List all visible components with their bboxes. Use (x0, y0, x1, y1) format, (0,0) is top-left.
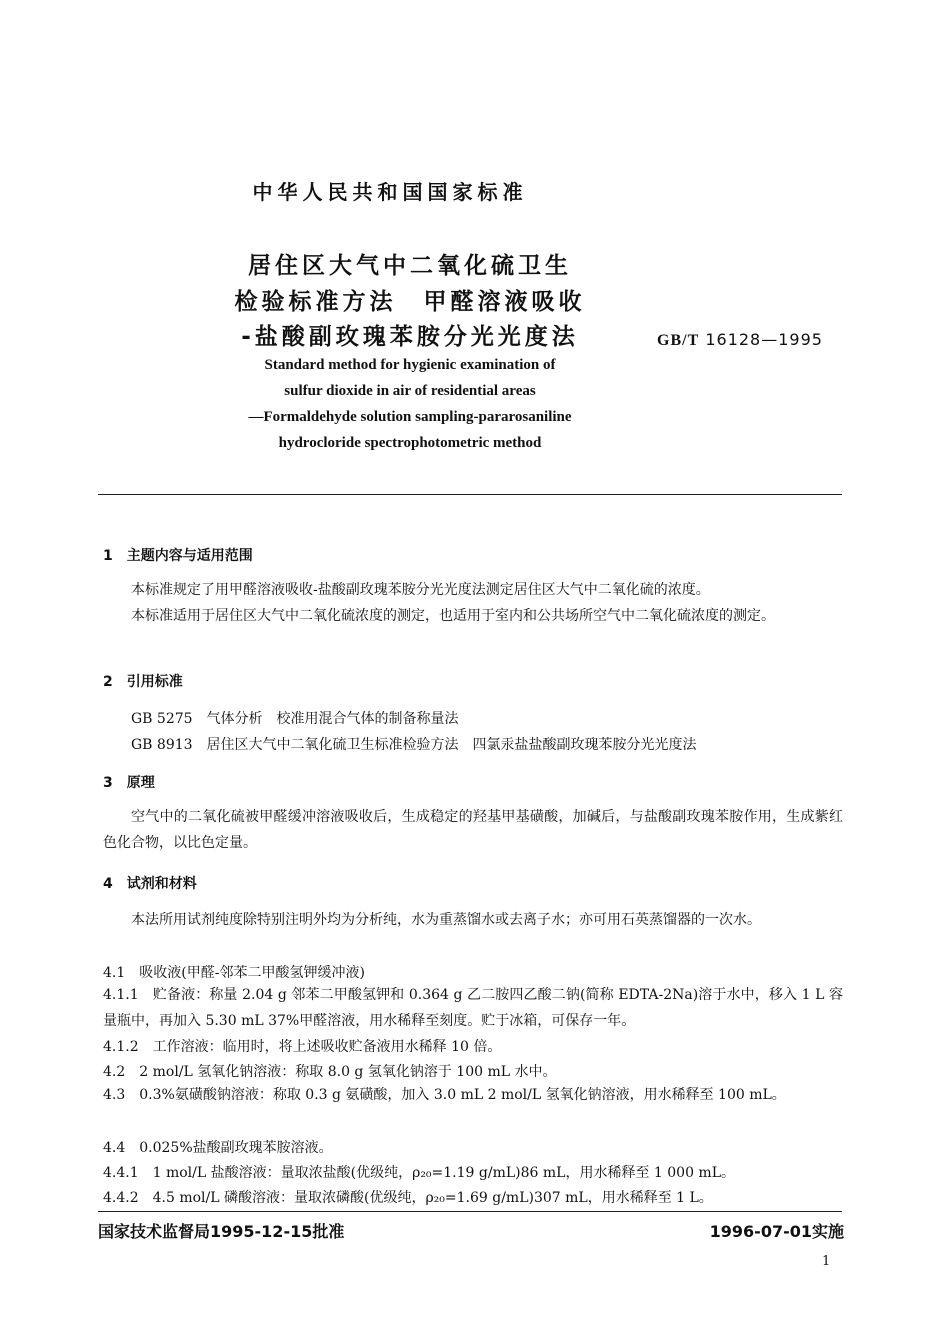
section-3-heading: 3 原理 (103, 775, 155, 791)
approval-date: 国家技术监督局1995-12-15批准 (98, 1222, 345, 1241)
clause-4-2: 4.2 2 mol/L 氢氧化钠溶液：称取 8.0 g 氢氧化钠溶于 100 mL 水中。 (103, 1064, 557, 1080)
chinese-title-line-2: 检验标准方法 甲醛溶液吸收 (234, 289, 586, 315)
effective-date: 1996-07-01实施 (709, 1222, 844, 1241)
header-divider (98, 494, 842, 495)
standard-code (657, 330, 823, 350)
clause-4-1-1: 4.1.1 贮备液：称量 2.04 g 邻苯二甲酸氢钾和 0.364 g 乙二胺四乙酸二钠(简称 EDTA-2Na)溶于水中，移入 1 L 容量瓶中，再加入 5.30 mL 37%甲醛溶液，用水稀释至刻度。贮于冰箱，可保存一年。 (103, 987, 843, 1029)
section-2-heading: 2 引用标准 (103, 674, 183, 690)
page-number: 1 (822, 1254, 831, 1269)
standard-prefix: GB/T (657, 332, 700, 349)
english-title-line-2: sulfur dioxide in air of residential areas (284, 383, 536, 399)
footer-divider (98, 1211, 842, 1212)
section-1-paragraph-1: 本标准规定了用甲醛溶液吸收-盐酸副玫瑰苯胺分光光度法测定居住区大气中二氧化硫的浓度。 (131, 582, 710, 598)
section-1-paragraph-2: 本标准适用于居住区大气中二氧化硫浓度的测定，也适用于室内和公共场所空气中二氧化硫浓度的测定。 (131, 608, 775, 624)
english-title-line-3: —Formaldehyde solution sampling-pararosaniline (248, 409, 572, 425)
nation-standard-heading: 中华人民共和国国家标准 (252, 180, 528, 204)
clause-4-4-1: 4.4.1 1 mol/L 盐酸溶液：量取浓盐酸(优级纯，ρ₂₀=1.19 g/mL)86 mL，用水稀释至 1 000 mL。 (103, 1165, 735, 1181)
standard-number: 16128—1995 (705, 330, 823, 349)
clause-4-1-2: 4.1.2 工作溶液：临用时，将上述吸收贮备液用水稀释 10 倍。 (103, 1039, 502, 1055)
english-title-line-4: hydrocloride spectrophotometric method (278, 435, 542, 451)
clause-4-4-2: 4.4.2 4.5 mol/L 磷酸溶液：量取浓磷酸(优级纯，ρ₂₀=1.69 g/mL)307 mL，用水稀释至 1 L。 (103, 1190, 713, 1206)
section-4-paragraph: 本法所用试剂纯度除特别注明外均为分析纯，水为重蒸馏水或去离子水；亦可用石英蒸馏器的一次水。 (131, 912, 761, 928)
reference-gb8913: GB 8913 居住区大气中二氧化硫卫生标准检验方法 四氯汞盐盐酸副玫瑰苯胺分光光度法 (131, 737, 697, 753)
section-1-heading: 1 主题内容与适用范围 (103, 548, 253, 564)
english-title-line-1: Standard method for hygienic examination of (264, 357, 556, 373)
clause-4-1: 4.1 吸收液(甲醛-邻苯二甲酸氢钾缓冲液) (103, 965, 365, 981)
clause-4-3: 4.3 0.3%氨磺酸钠溶液：称取 0.3 g 氨磺酸，加入 3.0 mL 2 mol/L 氢氧化钠溶液，用水稀释至 100 mL。 (103, 1087, 786, 1103)
chinese-title-line-3: -盐酸副玫瑰苯胺分光光度法 (241, 324, 579, 350)
section-4-heading: 4 试剂和材料 (103, 876, 197, 892)
section-3-paragraph: 空气中的二氧化硫被甲醛缓冲溶液吸收后，生成稳定的羟基甲基磺酸，加碱后，与盐酸副玫瑰苯胺作用，生成紫红色化合物，以比色定量。 (103, 809, 843, 851)
clause-4-4: 4.4 0.025%盐酸副玫瑰苯胺溶液。 (103, 1140, 333, 1156)
reference-gb5275: GB 5275 气体分析 校准用混合气体的制备称量法 (131, 711, 459, 727)
chinese-title-line-1: 居住区大气中二氧化硫卫生 (248, 253, 572, 279)
